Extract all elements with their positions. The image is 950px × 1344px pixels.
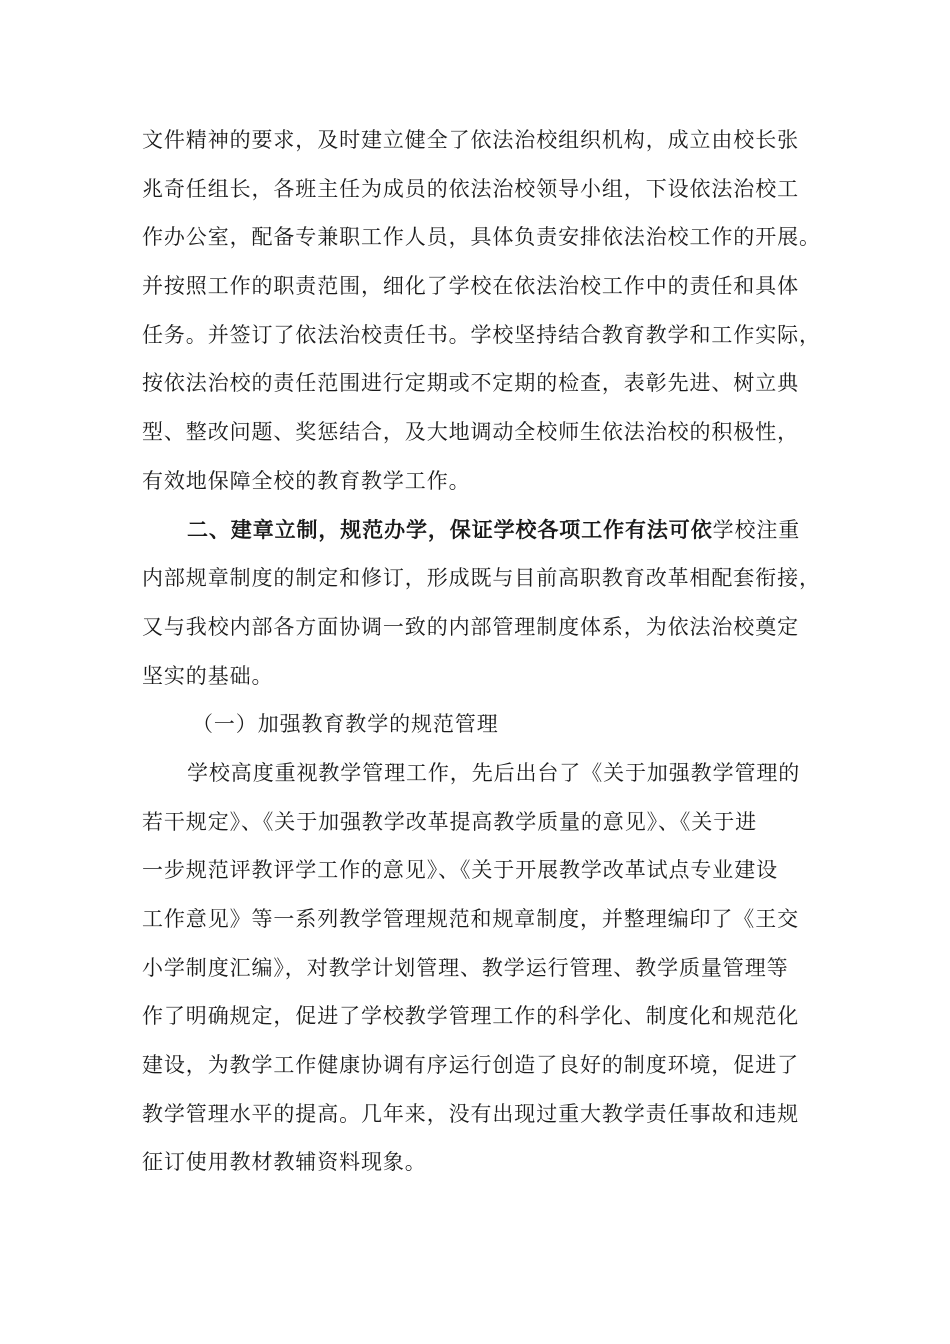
text-line: 小学制度汇编》，对教学计划管理、教学运行管理、教学质量管理等 [142,955,789,980]
section-heading-line [142,506,832,555]
text-line: 并按照工作的职责范围，细化了学校在依法治校工作中的责任和具体 [142,274,799,299]
paragraph-organization [142,116,832,506]
text-line: 征订使用教材教辅资料现象。 [142,1150,427,1175]
document-body [142,116,832,1187]
text-line: 按依法治校的责任范围进行定期或不定期的检查，表彰先进、树立典 [142,371,799,396]
subsection-heading: （一）加强教育教学的规范管理 [192,712,499,737]
text-line: 有效地保障全校的教育教学工作。 [142,468,471,493]
text-line: 任务。并签订了依法治校责任书。学校坚持结合教育教学和工作实际， [142,322,821,347]
paragraph-section-two [142,506,832,701]
paragraph-teaching-management [142,749,832,1187]
text-line: 作办公室，配备专兼职工作人员，具体负责安排依法治校工作的开展。 [142,225,821,250]
text-line: 一步规范评教评学工作的意见》、《关于开展教学改革试点专业建设 [142,858,778,883]
text-line: 工作意见》等一系列教学管理规范和规章制度，并整理编印了《王交 [142,907,799,931]
text-line: 教学管理水平的提高。几年来，没有出现过重大教学责任事故和违规 [142,1101,799,1126]
text-line: 兆奇任组长，各班主任为成员的依法治校领导小组，下设依法治校工 [142,176,799,201]
text-line: 内部规章制度的制定和修订，形成既与目前高职教育改革相配套衔接， [142,566,821,591]
text-line: 若干规定》、《关于加强教学改革提高教学质量的意见》、《关于进 [142,809,757,834]
section-heading: 二、建章立制，规范办学，保证学校各项工作有法可依 [187,517,713,542]
text-line: 型、整改问题、奖惩结合，及大地调动全校师生依法治校的积极性， [142,420,799,445]
text-line: 学校高度重视教学管理工作，先后出台了《关于加强教学管理的 [187,760,801,785]
text-line: 作了明确规定，促进了学校教学管理工作的科学化、制度化和规范化 [142,1004,799,1029]
section-heading-rest: 学校注重 [712,517,801,542]
text-line: 又与我校内部各方面协调一致的内部管理制度体系，为依法治校奠定 [142,614,799,639]
text-line: 坚实的基础。 [142,663,274,688]
text-line: 建设，为教学工作健康协调有序运行创造了良好的制度环境，促进了 [142,1053,799,1078]
text-line: 文件精神的要求，及时建立健全了依法治校组织机构，成立由校长张 [142,128,799,152]
